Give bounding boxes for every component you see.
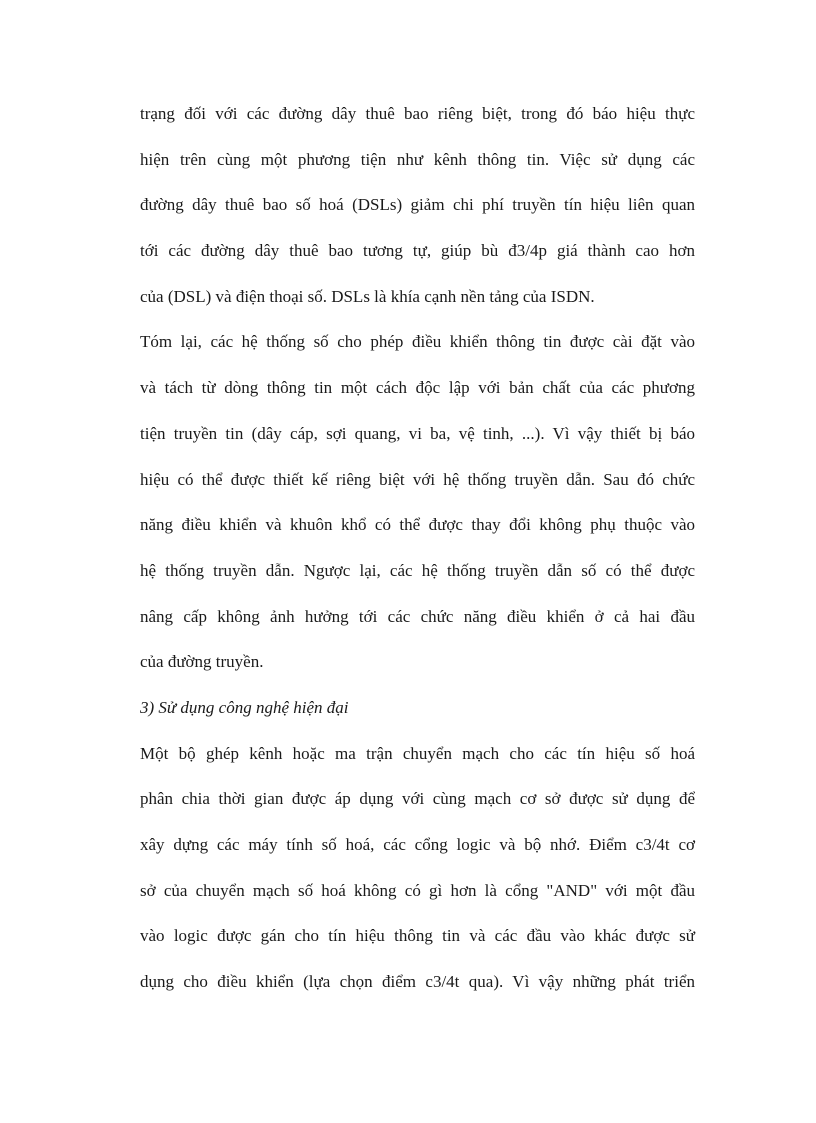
text-line: Một bộ ghép kênh hoặc ma trận chuyển mạch cho các tín hiệu số hoá xyxy=(140,743,695,763)
text-line: sở của chuyển mạch số hoá không có gì hơn là cổng "AND" với một đầu xyxy=(140,880,695,900)
text-line: vào logic được gán cho tín hiệu thông tin và các đầu vào khác được sử xyxy=(140,926,695,946)
text-line: đường dây thuê bao số hoá (DSLs) giảm chi phí truyền tín hiệu liên quan xyxy=(140,195,695,215)
text-line: hiệu có thể được thiết kế riêng biệt với hệ thống truyền dẫn. Sau đó chức xyxy=(140,469,695,489)
text-line: tới các đường dây thuê bao tương tự, giúp bù đ3/4p giá thành cao hơn xyxy=(140,241,695,261)
section-heading xyxy=(140,691,695,737)
text-line: của đường truyền. xyxy=(140,652,264,672)
text-line: năng điều khiển và khuôn khổ có thể được thay đổi không phụ thuộc vào xyxy=(140,515,695,535)
text-line: của (DSL) và điện thoại số. DSLs là khía cạnh nền tảng của ISDN. xyxy=(140,286,595,306)
heading-text: 3) Sử dụng công nghệ hiện đại xyxy=(140,697,349,717)
paragraph-2 xyxy=(140,325,695,691)
text-line: Tóm lại, các hệ thống số cho phép điều khiển thông tin được cài đặt vào xyxy=(140,332,695,352)
text-line: và tách từ dòng thông tin một cách độc lập với bản chất của các phương xyxy=(140,378,695,398)
paragraph-3 xyxy=(140,737,695,1011)
text-line: tiện truyền tin (dây cáp, sợi quang, vi ba, vệ tinh, ...). Vì vậy thiết bị báo xyxy=(140,423,695,443)
text-line: hiện trên cùng một phương tiện như kênh thông tin. Việc sử dụng các xyxy=(140,149,695,169)
text-line: hệ thống truyền dẫn. Ngược lại, các hệ thống truyền dẫn số có thể được xyxy=(140,560,695,580)
text-line: phân chia thời gian được áp dụng với cùng mạch cơ sở được sử dụng để xyxy=(140,789,695,809)
document-body xyxy=(140,97,695,1011)
paragraph-1 xyxy=(140,97,695,325)
text-line: nâng cấp không ảnh hưởng tới các chức năng điều khiển ở cả hai đầu xyxy=(140,606,695,626)
text-line: trạng đối với các đường dây thuê bao riêng biệt, trong đó báo hiệu thực xyxy=(140,104,695,123)
text-line: xây dựng các máy tính số hoá, các cổng logic và bộ nhớ. Điểm c3/4t cơ xyxy=(140,835,695,854)
text-line: dụng cho điều khiển (lựa chọn điểm c3/4t qua). Vì vậy những phát triển xyxy=(140,972,695,992)
